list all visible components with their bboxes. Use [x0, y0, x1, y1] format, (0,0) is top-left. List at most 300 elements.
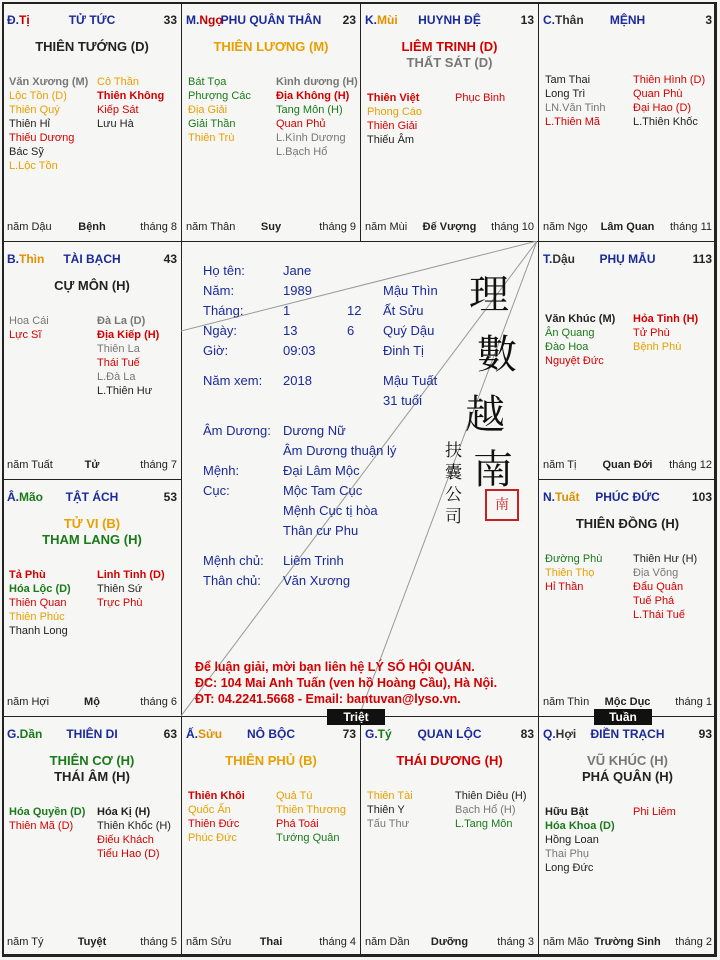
minor-star: Nguyệt Đức [545, 355, 604, 367]
minor-star: Phúc Đức [188, 832, 237, 844]
value-tuoi: 31 tuổi [383, 393, 423, 408]
minor-star: Phượng Các [188, 90, 251, 102]
minor-star: Thiên Diêu (H) [455, 790, 527, 802]
palace-branch [7, 490, 43, 504]
minor-star: Phi Liêm [633, 806, 676, 818]
minor-stars-left [9, 75, 88, 173]
footer-month: tháng 7 [140, 459, 177, 471]
minor-stars-right [455, 789, 527, 831]
branch-prefix: Ấ. [186, 727, 198, 741]
branch-prefix: B. [7, 252, 19, 266]
minor-star: L.Thiên Hư [97, 385, 153, 397]
footer-stage: Tuyệt [77, 936, 107, 948]
value-cuc: Mộc Tam Cục [283, 483, 363, 498]
label-ngay: Ngày: [203, 323, 237, 338]
palace-age: 43 [163, 252, 177, 266]
minor-stars-right [97, 568, 165, 610]
footer-month: tháng 4 [319, 936, 356, 948]
minor-star: Văn Xương (M) [9, 76, 89, 88]
palace-age: 33 [163, 13, 177, 27]
minor-star: Thiếu Dương [9, 132, 75, 144]
branch-name: Sửu [198, 727, 223, 741]
footer-year: năm Tuất [7, 459, 53, 471]
value-am-duong: Dương Nữ [283, 423, 346, 438]
minor-star: L.Thái Tuế [633, 609, 685, 621]
minor-stars-left [545, 805, 615, 875]
palace-name: HUYNH ĐỆ [418, 13, 481, 27]
major-star: THẤT SÁT (D) [406, 55, 493, 70]
minor-star: Thiên Trù [188, 132, 235, 144]
minor-star: L.Bạch Hổ [276, 146, 328, 158]
minor-stars-left [9, 568, 71, 638]
minor-star: Thiên Hư (H) [633, 553, 698, 565]
minor-star: L.Lộc Tồn [9, 160, 58, 172]
minor-star: Long Trì [545, 88, 586, 100]
minor-stars-left [545, 73, 606, 129]
footer-stage: Đế Vượng [422, 221, 477, 233]
footer-month: tháng 6 [140, 696, 177, 708]
value-cuc-relation: Mệnh Cục tị hòa [283, 503, 378, 518]
minor-stars-right [97, 805, 171, 861]
palace-header [7, 490, 177, 506]
palace-name: PHU QUÂN THÂN [220, 13, 322, 27]
label-than-chu: Thân chủ: [203, 573, 261, 588]
contact-line-1: Để luận giải, mời bạn liên hệ LÝ SỐ HỘI QUÁN. [195, 660, 475, 674]
value-than-cu: Thân cư Phu [283, 523, 359, 538]
value-nam-xem-can-chi: Mậu Tuất [383, 373, 438, 388]
minor-star: Long Đức [545, 862, 594, 874]
major-star: THIÊN LƯƠNG (M) [213, 39, 329, 54]
minor-star: Hoa Cái [9, 315, 49, 327]
minor-star: Hóa Khoa (D) [545, 820, 615, 832]
minor-star: Bệnh Phù [633, 341, 682, 353]
minor-stars-left [367, 91, 422, 147]
minor-star: Quan Phù [633, 88, 683, 100]
minor-star: Thiên La [97, 343, 140, 355]
footer-month: tháng 10 [491, 221, 534, 233]
minor-stars-right [633, 73, 705, 129]
footer-year: năm Hợi [7, 696, 50, 708]
minor-star: Thiên Việt [367, 92, 420, 104]
minor-star: Kình dương (H) [276, 76, 358, 88]
minor-star: Đẩu Quân [633, 581, 684, 593]
minor-star: Địa Không (H) [276, 90, 350, 102]
footer-stage: Mộ [84, 696, 100, 708]
minor-star: Thiên Quý [9, 104, 60, 116]
major-star: THÁI ÂM (H) [54, 769, 130, 784]
label-thang: Tháng: [203, 303, 244, 318]
minor-star: Thiên Sứ [97, 583, 143, 595]
footer-stage: Thai [259, 936, 283, 948]
minor-star: Lực Sĩ [9, 329, 42, 341]
value-thang: 1 [283, 303, 291, 318]
minor-star: Phong Cáo [367, 106, 423, 118]
minor-star: Thiên Phúc [9, 611, 65, 623]
minor-star: Thiên Hỉ [9, 118, 50, 130]
major-star: CỰ MÔN (H) [54, 278, 130, 293]
major-star: PHÁ QUÂN (H) [582, 769, 673, 784]
minor-star: Đại Hao (D) [633, 102, 692, 114]
palace-name: NÔ BỘC [247, 727, 295, 741]
minor-star: Ân Quang [545, 327, 595, 339]
branch-name: Dậu [552, 252, 576, 266]
palace-cell-ty [360, 716, 539, 957]
palace-footer [543, 459, 712, 473]
major-star: THIÊN ĐỒNG (H) [575, 516, 680, 531]
footer-year: năm Mùi [365, 221, 408, 233]
palace-branch [365, 727, 392, 741]
palace-cell-thin [2, 241, 182, 480]
minor-stars-left [9, 314, 49, 342]
palace-name: ĐIỀN TRẠCH [590, 727, 665, 741]
value-thang-can-chi: Ất Sửu [383, 303, 424, 318]
minor-star: Thiên Thương [276, 804, 347, 816]
minor-star: Hồng Loan [545, 834, 599, 846]
footer-year: năm Tý [7, 936, 44, 948]
footer-month: tháng 11 [669, 221, 712, 233]
palace-name: TÀI BẠCH [63, 252, 121, 266]
major-star: THÁI DƯƠNG (H) [396, 753, 503, 768]
palace-age: 103 [691, 490, 712, 504]
tuan-marker: Tuần [594, 709, 652, 725]
minor-star: Điếu Khách [97, 834, 154, 846]
minor-stars-right [97, 75, 164, 131]
palace-header [365, 13, 534, 29]
footer-year: năm Thìn [543, 696, 590, 708]
footer-stage: Dưỡng [430, 936, 469, 948]
branch-prefix: N. [543, 490, 555, 504]
palace-header [365, 727, 534, 743]
footer-month: tháng 1 [675, 696, 712, 708]
branch-name: Mão [19, 490, 43, 504]
branch-name: Ngọ [199, 13, 223, 27]
footer-month: tháng 3 [497, 936, 534, 948]
minor-star: Thiên Giải [367, 120, 418, 132]
palace-footer [365, 936, 534, 950]
branch-prefix: Q. [543, 727, 556, 741]
palace-header [543, 490, 712, 506]
palace-age: 113 [692, 252, 712, 266]
minor-star: Lưu Hà [97, 118, 134, 130]
minor-star: LN.Văn Tinh [545, 102, 606, 114]
minor-star: Thái Tuế [97, 357, 140, 369]
triet-marker: Triệt [327, 709, 385, 725]
branch-prefix: Â. [7, 490, 19, 504]
minor-star: Trực Phù [97, 597, 143, 609]
palace-name: TỬ TỨC [68, 13, 116, 27]
palace-footer [543, 936, 712, 950]
palace-branch [543, 13, 584, 27]
footer-year: năm Sửu [186, 936, 232, 948]
footer-stage: Quan Đới [602, 459, 653, 471]
minor-star: Hữu Bật [545, 806, 589, 818]
minor-star: Tử Phù [633, 327, 670, 339]
minor-star: Hóa Lộc (D) [9, 583, 71, 595]
value-nam-xem: 2018 [283, 373, 312, 388]
minor-star: Hóa Kị (H) [97, 806, 151, 818]
palace-header [7, 13, 177, 29]
contact-line-3: ĐT: 04.2241.5668 - Email: bantuvan@lyso.vn. [195, 692, 461, 706]
minor-stars-right [276, 789, 346, 845]
value-am-duong-ly: Âm Dương thuận lý [283, 443, 397, 458]
major-star: THIÊN PHỦ (B) [225, 753, 317, 768]
major-star: THAM LANG (H) [42, 532, 142, 547]
palace-branch [543, 490, 579, 504]
palace-name: THIÊN DI [66, 727, 118, 741]
minor-star: Thanh Long [9, 625, 68, 637]
minor-star: Thiên Không [97, 90, 165, 102]
palace-name: PHỤ MẪU [599, 252, 656, 266]
minor-star: Tả Phù [9, 569, 46, 581]
calligraphy-char-3: 越 [465, 392, 505, 438]
minor-star: Bạch Hổ (H) [455, 804, 516, 816]
palace-age: 53 [163, 490, 177, 504]
footer-year: năm Mão [543, 936, 589, 948]
palace-branch [543, 727, 576, 741]
palace-cell-than [538, 2, 717, 242]
minor-star: Thai Phụ [545, 848, 590, 860]
minor-star: Cô Thần [97, 76, 139, 88]
label-cuc: Cục: [203, 483, 230, 498]
contact-info [195, 659, 497, 707]
minor-star: Tiểu Hao (D) [97, 848, 160, 860]
label-nam-xem: Năm xem: [203, 373, 263, 388]
minor-stars-left [367, 789, 413, 831]
value-ngay: 13 [283, 323, 298, 338]
major-star: LIÊM TRINH (D) [401, 39, 498, 54]
footer-month: tháng 5 [140, 936, 177, 948]
label-am-duong: Âm Dương: [203, 423, 271, 438]
major-star: THIÊN TƯỚNG (D) [35, 39, 149, 54]
red-seal-stamp: 南 [485, 489, 519, 521]
major-star: TỬ VI (B) [63, 516, 121, 531]
label-menh-chu: Mệnh chủ: [203, 553, 264, 568]
branch-name: Tý [377, 727, 392, 741]
value-ho-ten: Jane [283, 263, 312, 278]
palace-footer [365, 221, 534, 235]
minor-star: Thiên Khôi [188, 790, 245, 802]
branch-prefix: T. [543, 252, 553, 266]
palace-header [543, 13, 712, 29]
palace-cell-hoi [538, 716, 717, 957]
minor-star: Tấu Thư [367, 818, 410, 830]
minor-stars-right [455, 91, 505, 105]
footer-year: năm Tị [543, 459, 577, 471]
palace-cell-ngo [181, 2, 361, 242]
branch-prefix: G. [365, 727, 378, 741]
value-gio-can-chi: Đinh Tị [383, 343, 424, 358]
minor-star: Địa Kiếp (H) [97, 329, 160, 341]
branch-prefix: Đ. [7, 13, 19, 27]
palace-header [7, 727, 177, 743]
footer-stage: Tử [84, 459, 100, 471]
branch-name: Hợi [555, 727, 577, 741]
minor-star: Thiếu Âm [367, 134, 415, 146]
palace-footer [7, 221, 177, 235]
minor-star: L.Kình Dương [276, 132, 346, 144]
footer-month: tháng 8 [140, 221, 177, 233]
footer-year: năm Ngọ [543, 221, 588, 233]
minor-stars-left [9, 805, 85, 833]
footer-year: năm Dậu [7, 221, 52, 233]
palace-branch [7, 13, 30, 27]
minor-star: Giải Thần [188, 118, 236, 130]
minor-stars-right [633, 805, 676, 819]
palace-header [543, 252, 712, 268]
branch-name: Dần [19, 727, 43, 741]
value-ngay-can-chi: Quý Dậu [383, 323, 435, 338]
palace-cell-dau [538, 241, 717, 480]
minor-star: Lộc Tồn (D) [9, 90, 67, 102]
palace-cell-mao [2, 479, 182, 717]
label-ho-ten: Họ tên: [203, 263, 245, 278]
palace-name: QUAN LỘC [417, 727, 482, 741]
palace-age: 73 [342, 727, 356, 741]
footer-stage: Bệnh [78, 221, 106, 233]
minor-star: L.Tang Môn [455, 818, 513, 830]
palace-cell-mui [360, 2, 539, 242]
minor-star: Tam Thai [545, 74, 591, 86]
calligraphy-char-2: 數 [477, 332, 517, 378]
value-gio: 09:03 [283, 343, 316, 358]
minor-star: Thiên Tài [367, 790, 413, 802]
minor-star: Linh Tinh (D) [97, 569, 165, 581]
palace-header [7, 252, 177, 268]
palace-footer [7, 936, 177, 950]
minor-star: Tang Môn (H) [276, 104, 343, 116]
palace-footer [7, 459, 177, 473]
palace-name: MỆNH [609, 13, 646, 27]
footer-stage: Trường Sinh [594, 936, 661, 948]
minor-star: Bác Sỹ [9, 146, 44, 158]
minor-star: L.Thiên Khốc [633, 116, 698, 128]
palace-branch [7, 252, 44, 266]
small-char-2: 囊 [445, 463, 462, 483]
value-nam-can-chi: Mậu Thìn [383, 283, 438, 298]
palace-footer [186, 221, 356, 235]
minor-stars-right [633, 312, 698, 354]
branch-name: Tuất [555, 490, 580, 504]
minor-star: Hóa Quyền (D) [9, 806, 86, 818]
palace-branch [365, 13, 398, 27]
small-char-1: 扶 [445, 441, 462, 461]
minor-star: Kiếp Sát [97, 104, 139, 116]
minor-star: Phục Binh [455, 92, 506, 104]
minor-stars-right [97, 314, 159, 398]
footer-stage: Mộc Dục [604, 696, 651, 708]
minor-star: Tuế Phá [633, 595, 675, 607]
calligraphy-char-4: 南 [473, 447, 513, 493]
minor-stars-right [276, 75, 358, 159]
label-menh: Mệnh: [203, 463, 240, 478]
branch-name: Mùi [377, 13, 398, 27]
palace-cell-dan [2, 716, 182, 957]
value-menh: Đại Lâm Mộc [283, 463, 360, 478]
minor-star: Thiên Đức [188, 818, 240, 830]
value-ngay-am: 6 [347, 323, 355, 338]
calligraphy-char-1: 理 [469, 272, 509, 318]
branch-prefix: G. [7, 727, 20, 741]
major-star: THIÊN CƠ (H) [49, 753, 135, 768]
branch-name: Tị [19, 13, 30, 27]
minor-stars-right [633, 552, 697, 622]
minor-star: Đường Phù [545, 553, 603, 565]
palace-branch [186, 13, 223, 27]
minor-star: Tướng Quân [276, 832, 340, 844]
minor-star: Quan Phủ [276, 118, 326, 130]
footer-month: tháng 12 [669, 459, 712, 471]
palace-branch [186, 727, 222, 741]
minor-star: L.Thiên Mã [545, 116, 601, 128]
branch-prefix: K. [365, 13, 377, 27]
minor-star: Đào Hoa [545, 341, 589, 353]
minor-star: Thiên Hình (D) [633, 74, 706, 86]
value-menh-chu: Liêm Trinh [283, 553, 344, 568]
palace-footer [186, 936, 356, 950]
minor-star: Quả Tú [276, 790, 313, 802]
minor-star: Thiên Mã (D) [9, 820, 74, 832]
palace-name: PHÚC ĐỨC [595, 490, 660, 504]
branch-name: Thìn [19, 252, 45, 266]
minor-star: Thiên Quan [9, 597, 67, 609]
minor-stars-left [188, 789, 245, 845]
footer-stage: Lâm Quan [600, 221, 655, 233]
minor-star: L.Đà La [97, 371, 136, 383]
minor-star: Văn Khúc (M) [545, 313, 616, 325]
value-thang-am: 12 [347, 303, 362, 318]
minor-star: Địa Giải [188, 104, 228, 116]
palace-footer [543, 221, 712, 235]
minor-star: Phá Toái [276, 818, 319, 830]
minor-star: Hỏa Tinh (H) [633, 313, 699, 325]
palace-age: 93 [698, 727, 712, 741]
palace-branch [7, 727, 42, 741]
label-gio: Giờ: [203, 343, 229, 358]
palace-footer [543, 696, 712, 710]
minor-star: Thiên Y [367, 804, 405, 816]
minor-stars-left [188, 75, 251, 145]
minor-stars-left [545, 312, 615, 368]
minor-stars-left [545, 552, 602, 594]
palace-cell-ti [2, 2, 182, 242]
palace-cell-suu [181, 716, 361, 957]
palace-cell-tuat [538, 479, 717, 717]
branch-prefix: M. [186, 13, 200, 27]
minor-star: Địa Võng [633, 567, 679, 579]
palace-name: TẬT ÁCH [65, 490, 119, 504]
minor-star: Thiên Thọ [545, 567, 595, 579]
minor-star: Thiên Khốc (H) [97, 820, 171, 832]
footer-month: tháng 2 [675, 936, 712, 948]
value-than-chu: Văn Xương [283, 573, 351, 588]
branch-name: Thân [555, 13, 584, 27]
palace-age: 23 [342, 13, 356, 27]
palace-age: 13 [520, 13, 534, 27]
palace-age: 83 [520, 727, 534, 741]
contact-line-2: ĐC: 104 Mai Anh Tuấn (ven hồ Hoàng Cầu), Hà Nội. [195, 676, 498, 690]
footer-month: tháng 9 [319, 221, 356, 233]
value-nam: 1989 [283, 283, 312, 298]
minor-star: Hỉ Thần [545, 581, 584, 593]
minor-star: Bát Tọa [188, 76, 227, 88]
minor-star: Đà La (D) [97, 315, 146, 327]
center-info-panel [181, 241, 537, 716]
palace-branch [543, 252, 575, 266]
palace-header [543, 727, 712, 743]
label-nam: Năm: [203, 283, 235, 298]
footer-year: năm Thân [186, 221, 236, 233]
footer-year: năm Dần [365, 936, 410, 948]
